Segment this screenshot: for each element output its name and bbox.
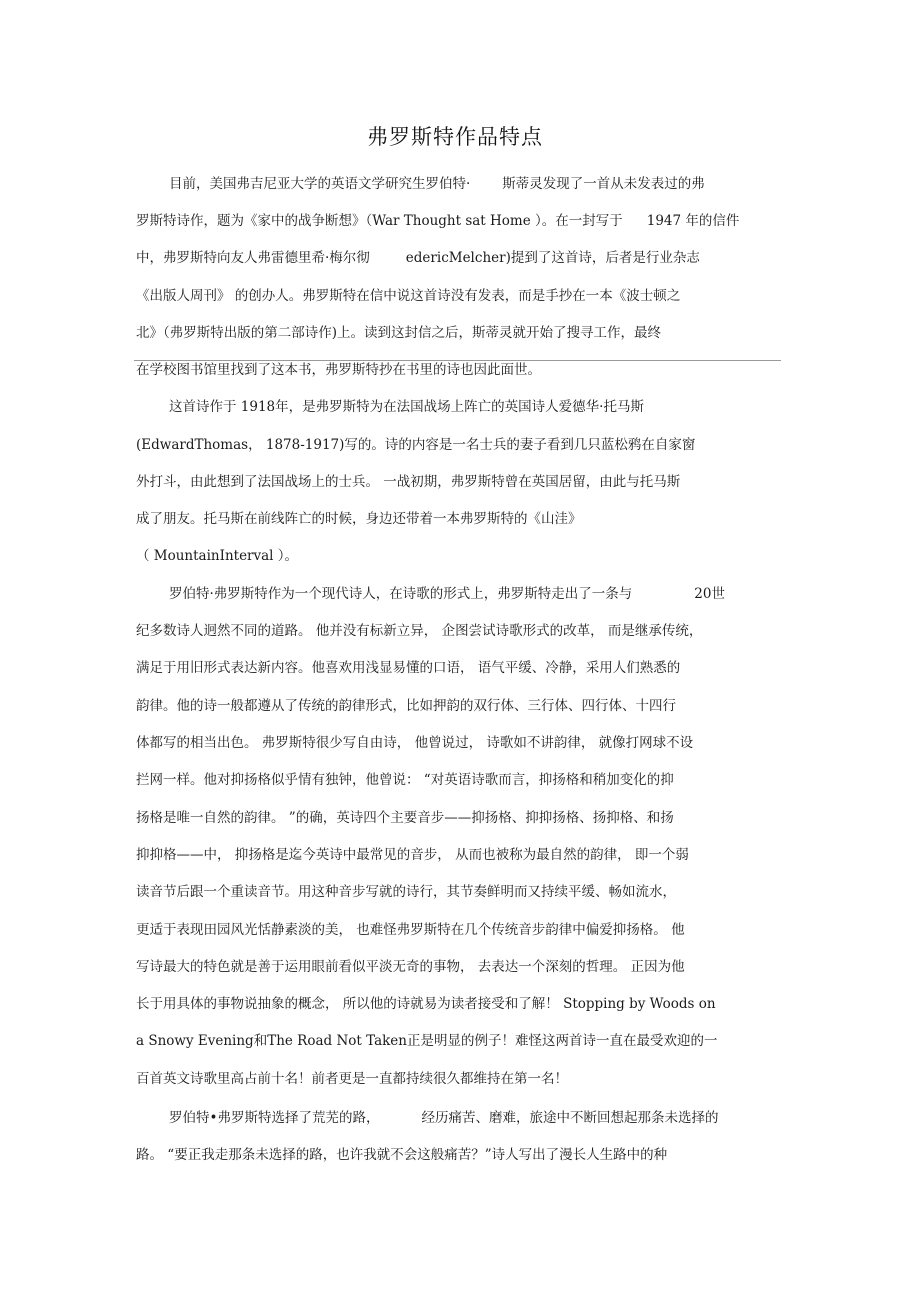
text-line	[169, 585, 725, 603]
text-line: 体都写的相当出色。 弗罗斯特很少写自由诗， 他曾说过， 诗歌如不讲韵律， 就像打网球不设	[136, 735, 694, 751]
text-line: 《出版人周刊》 的创办人。弗罗斯特在信中说这首诗没有发表，而是手抄在一本《波士顿之	[136, 288, 681, 304]
text-line: 拦网一样。他对抑扬格似乎情有独钟，他曾说： “对英语诗歌而言，抑扬格和稍加变化的抑	[136, 772, 674, 788]
text-line: 抑抑格——中， 抑扬格是迄今英诗中最常见的音步， 从而也被称为最自然的韵律， 即一个弱	[136, 847, 689, 863]
text-segment: 20世	[694, 586, 725, 602]
text-line: 百首英文诗歌里高占前十名！前者更是一直都持续很久都维持在第一名！	[136, 1071, 568, 1087]
text-line: 这首诗作于 1918年，是弗罗斯特为在法国战场上阵亡的英国诗人爱德华·托马斯	[169, 399, 644, 415]
text-line: （ MountainInterval ）。	[136, 548, 299, 564]
document-title: 弗罗斯特作品特点	[367, 125, 543, 149]
text-segment: 罗伯特•弗罗斯特选择了荒芜的路，	[169, 1110, 380, 1126]
text-line	[169, 1109, 718, 1127]
text-line	[136, 212, 739, 230]
text-segment: 中，弗罗斯特向友人弗雷德里希·梅尔彻	[136, 250, 370, 266]
text-line: a Snowy Evening和The Road Not Taken正是明显的例子！难怪这两首诗一直在最受欢迎的一	[136, 1033, 718, 1049]
text-line: 在学校图书馆里找到了这本书，弗罗斯特抄在书里的诗也因此面世。	[136, 362, 541, 378]
text-line: 北》（弗罗斯特出版的第二部诗作)上。读到这封信之后，斯蒂灵就开始了搜寻工作，最终	[136, 325, 662, 341]
text-line: 写诗最大的特色就是善于运用眼前看似平淡无奇的事物， 去表达一个深刻的哲理。 正因为他	[136, 959, 685, 975]
text-line: 外打斗，由此想到了法国战场上的士兵。 一战初期，弗罗斯特曾在英国居留，由此与托马斯	[136, 474, 681, 490]
text-segment: 罗斯特诗作，题为《家中的战争断想》（War Thought sat Home ）。在一封写于	[136, 213, 623, 229]
text-line: 长于用具体的事物说抽象的概念， 所以他的诗就易为读者接受和了解！ Stopping by Woods on	[136, 996, 716, 1012]
text-segment: 斯蒂灵发现了一首从未发表过的弗	[502, 176, 705, 192]
text-segment: 经历痛苦、磨难，旅途中不断回想起那条未选择的	[421, 1110, 719, 1126]
text-segment: 目前，美国弗吉尼亚大学的英语文学研究生罗伯特·	[169, 176, 471, 192]
text-line: 韵律。他的诗一般都遵从了传统的韵律形式，比如押韵的双行体、三行体、四行体、十四行	[136, 698, 676, 714]
text-line	[136, 249, 700, 267]
text-segment: edericMelcher)提到了这首诗，后者是行业杂志	[405, 250, 700, 266]
text-line: 纪多数诗人迥然不同的道路。 他并没有标新立异， 企图尝试诗歌形式的改革， 而是继承传统，	[136, 623, 703, 639]
text-line: 成了朋友。托马斯在前线阵亡的时候，身边还带着一本弗罗斯特的《山洼》	[136, 511, 582, 527]
text-line: 路。 “要正我走那条未选择的路，也许我就不会这般痛苦？”诗人写出了漫长人生路中的种	[136, 1147, 668, 1163]
text-line: 扬格是唯一自然的韵律。 ”的确，英诗四个主要音步——抑扬格、抑抑扬格、扬抑格、和扬	[136, 810, 674, 826]
text-line: 读音节后跟一个重读音节。用这种音步写就的诗行，其节奏鲜明而又持续平缓、畅如流水，	[136, 884, 676, 900]
text-line: 满足于用旧形式表达新内容。他喜欢用浅显易懂的口语， 语气平缓、冷静，采用人们熟悉的	[136, 660, 681, 676]
text-line: 更适于表现田园风光恬静素淡的美， 也难怪弗罗斯特在几个传统音步韵律中偏爱抑扬格。 他	[136, 922, 685, 938]
text-line	[169, 175, 705, 193]
text-segment: 1947 年的信件	[646, 213, 740, 229]
text-line: (EdwardThomas， 1878-1917)写的。诗的内容是一名士兵的妻子看到几只蓝松鸦在自家窗	[136, 437, 696, 453]
text-segment: 罗伯特·弗罗斯特作为一个现代诗人，在诗歌的形式上，弗罗斯特走出了一条与	[169, 586, 633, 602]
